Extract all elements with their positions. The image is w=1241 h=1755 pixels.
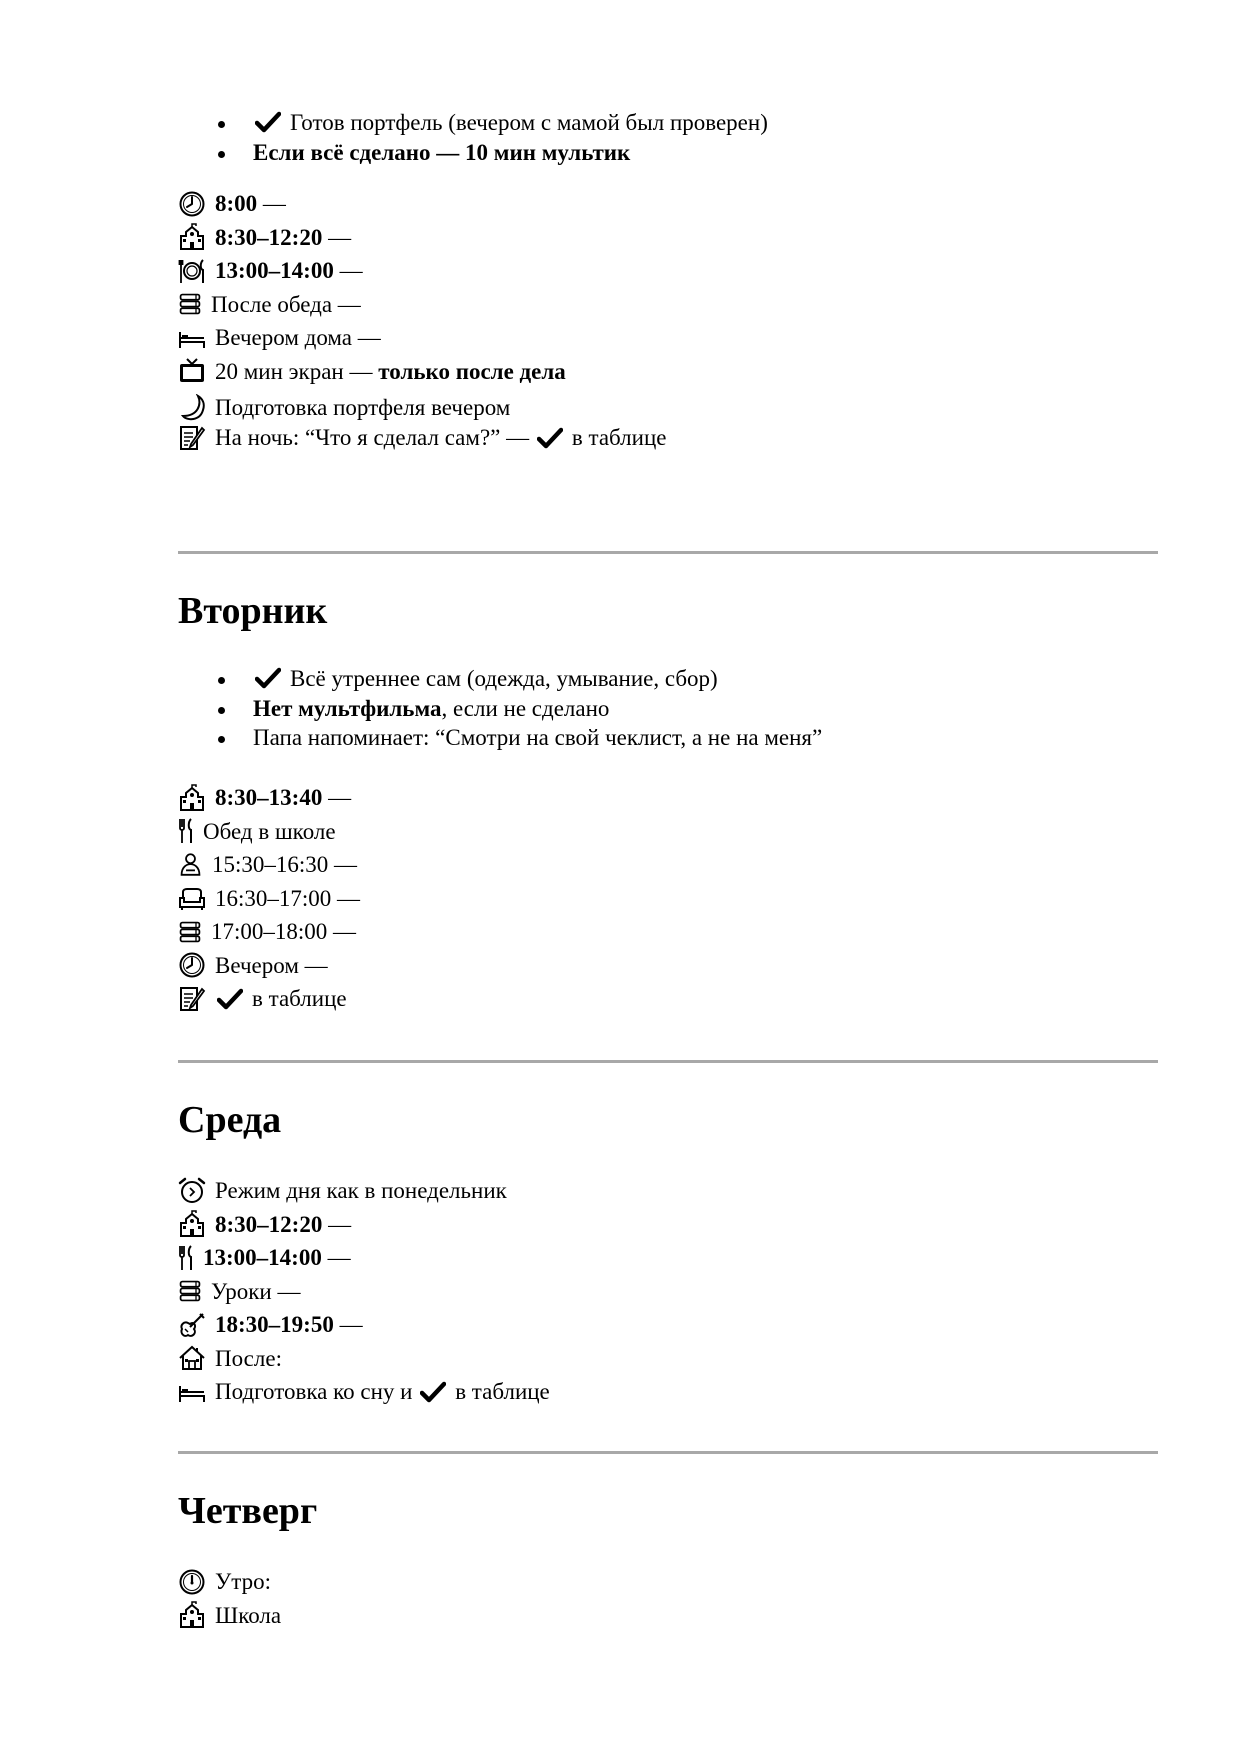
check-icon (255, 667, 281, 689)
schedule-item: 13:00–14:00 — (178, 1241, 550, 1275)
schedule-item: Подготовка ко сну и в таблице (178, 1375, 550, 1409)
books-icon (178, 1277, 202, 1305)
bed-icon (178, 1378, 206, 1406)
schedule-item: Режим дня как в понедельник (178, 1174, 550, 1208)
monday-bullets (178, 108, 768, 167)
schedule-item: На ночь: “Что я сделал сам?” — в таблице (178, 423, 666, 453)
schedule-item: 18:30–19:50 — (178, 1308, 550, 1342)
sofa-icon (178, 884, 206, 912)
schedule-item: Уроки — (178, 1275, 550, 1309)
stopwatch-icon (178, 1568, 206, 1596)
schedule-item: Подготовка портфеля вечером (178, 393, 666, 423)
bed-icon (178, 324, 206, 352)
section-divider (178, 1451, 1158, 1454)
memo-icon (178, 424, 206, 452)
section-title-thursday: Четверг (178, 1490, 318, 1532)
section-title-tuesday: Вторник (178, 590, 328, 632)
schedule-item: 16:30–17:00 — (178, 882, 360, 916)
list-item: Папа напоминает: “Смотри на свой чеклист, а не на меня” (178, 723, 822, 753)
list-item: Если всё сделано — 10 мин мультик (178, 138, 768, 168)
violin-icon (178, 1311, 206, 1339)
schedule-item: Школа (178, 1599, 281, 1633)
books-icon (178, 918, 202, 946)
schedule-item: 8:30–13:40 — (178, 781, 360, 815)
schedule-item: 15:30–16:30 — (178, 848, 360, 882)
tuesday-schedule (178, 781, 360, 1016)
schedule-item: Обед в школе (178, 815, 360, 849)
list-item: Всё утреннее сам (одежда, умывание, сбор) (178, 664, 822, 694)
school-icon (178, 1601, 206, 1629)
memo-icon (178, 985, 206, 1013)
clock-icon (178, 190, 206, 218)
wednesday-schedule (178, 1174, 550, 1409)
check-icon (537, 427, 563, 449)
schedule-item: 8:30–12:20 — (178, 221, 566, 255)
house-icon (178, 1344, 206, 1372)
check-icon (255, 111, 281, 133)
fork-knife-icon (178, 817, 194, 845)
schedule-item: в таблице (178, 982, 360, 1016)
clock-icon (178, 951, 206, 979)
schedule-item: 8:30–12:20 — (178, 1208, 550, 1242)
check-icon (217, 988, 243, 1010)
school-icon (178, 1210, 206, 1238)
tv-icon (178, 357, 206, 385)
plate-icon (178, 257, 206, 285)
schedule-item: 17:00–18:00 — (178, 915, 360, 949)
document-page (178, 0, 1158, 1755)
schedule-item: После обеда — (178, 288, 566, 322)
list-item: Готов портфель (вечером с мамой был проверен) (178, 108, 768, 138)
tuesday-bullets (178, 664, 822, 753)
schedule-item: Вечером дома — (178, 321, 566, 355)
school-icon (178, 784, 206, 812)
fork-knife-icon (178, 1244, 194, 1272)
schedule-item: 8:00 — (178, 187, 566, 221)
books-icon (178, 290, 202, 318)
alarm-clock-icon (178, 1177, 206, 1205)
list-item: Нет мультфильма, если не сделано (178, 694, 822, 724)
schedule-item: 13:00–14:00 — (178, 254, 566, 288)
section-divider (178, 551, 1158, 554)
schedule-item: 20 мин экран — только после дела (178, 355, 566, 389)
section-title-wednesday: Среда (178, 1099, 282, 1141)
school-icon (178, 223, 206, 251)
monday-schedule (178, 187, 566, 388)
thursday-schedule (178, 1565, 281, 1632)
monday-evening (178, 393, 666, 453)
person-icon (178, 851, 203, 879)
check-icon (420, 1381, 446, 1403)
moon-icon (178, 394, 206, 422)
schedule-item: Утро: (178, 1565, 281, 1599)
schedule-item: Вечером — (178, 949, 360, 983)
schedule-item: После: (178, 1342, 550, 1376)
section-divider (178, 1060, 1158, 1063)
